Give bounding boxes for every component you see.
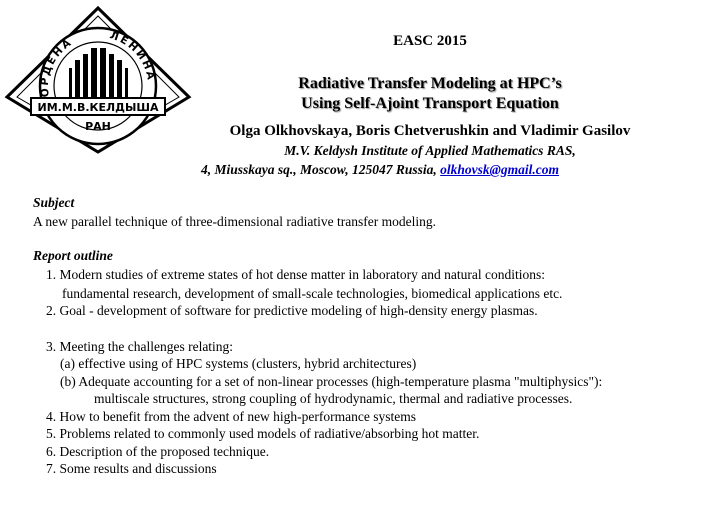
outline-heading: Report outline [33, 248, 113, 263]
outline-item-1-line-2: fundamental research, development of small-scale technologies, biomedical applications etc. [62, 286, 563, 301]
outline-item-6: 6. Description of the proposed technique. [46, 444, 270, 459]
paper-title [230, 74, 630, 114]
outline-item-3: 3. Meeting the challenges relating: [46, 339, 234, 354]
outline-item-3a: (a) effective using of HPC systems (clusters, hybrid architectures) [60, 356, 417, 371]
paper-title-line-2: Using Self-Ajoint Transport Equation [301, 95, 559, 112]
outline-item-4: 4. How to benefit from the advent of new high-performance systems [46, 409, 417, 424]
conference-name: EASC 2015 [393, 33, 467, 49]
outline-item-7: 7. Some results and discussions [46, 461, 217, 476]
subject-text: A new parallel technique of three-dimensional radiative transfer modeling. [33, 214, 436, 229]
logo-bottom-text: РАН [85, 120, 111, 133]
address: 4, Miusskaya sq., Moscow, 125047 Russia, [200, 162, 437, 177]
logo-band-text: ИМ.М.В.КЕЛДЫША [37, 101, 159, 114]
authors: Olga Olkhovskaya, Boris Chetverushkin and Vladimir Gasilov [229, 123, 631, 139]
logo-emblem [3, 4, 193, 154]
outline-item-1-line-1: 1. Modern studies of extreme states of hot dense matter in laboratory and natural conditions: [46, 267, 545, 282]
address-line [100, 162, 660, 178]
outline-item-2: 2. Goal - development of software for predictive modeling of high-density energy plasmas. [46, 303, 538, 318]
logo-arc-left-text: ОРДЕНА [38, 36, 75, 98]
outline-item-5: 5. Problems related to commonly used models of radiative/absorbing hot matter. [46, 426, 480, 441]
email-link[interactable]: olkhovsk@gmail.com [440, 162, 560, 177]
outline-item-3b-line-2: multiscale structures, strong coupling of hydrodynamic, thermal and radiative processes. [94, 391, 573, 406]
subject-heading: Subject [33, 195, 75, 210]
paper-title-line-1: Radiative Transfer Modeling at HPC’s [298, 75, 562, 92]
institute: M.V. Keldysh Institute of Applied Mathematics RAS, [284, 143, 576, 158]
logo-arc-right-text: ЛЕНИНА [108, 29, 158, 83]
institute-logo [3, 4, 193, 154]
outline-item-3b-line-1: (b) Adequate accounting for a set of non-linear processes (high-temperature plasma "multiphysics"): [60, 374, 603, 389]
